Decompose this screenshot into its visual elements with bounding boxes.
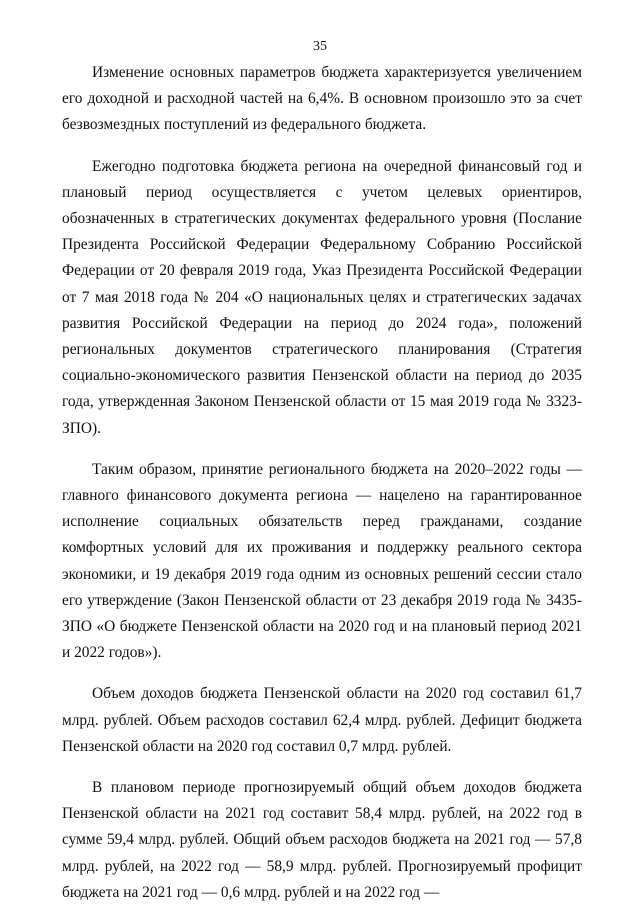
document-body — [62, 60, 582, 921]
paragraph-budget-preparation: Ежегодно подготовка бюджета региона на очередной финансовый год и плановый период осуществляется с учетом целевых ориентиров, обозначенных в стратегических документах федерального уровня (Послание Президента Российской Федерации Федеральному Собранию Российской Федерации от 20 февраля 2019 года, Указ Президента Российской Федерации от 7 мая 2018 года № 204 «О национальных целях и стратегических задачах развития Российской Федерации на период до 2024 года», положений региональных документов стратегического планирования (Стратегия социально-экономического развития Пензенской области на период до 2035 года, утвержденная Законом Пензенской области от 15 мая 2019 года № 3323-ЗПО). — [62, 157, 582, 437]
paragraph-planning-period: В плановом периоде прогнозируемый общий объем доходов бюджета Пензенской области на 2021 год составит 58,4 млрд. рублей, на 2022 год в сумме 59,4 млрд. рублей. Общий объем расходов бюджета на 2021 год — 57,8 млрд. рублей, на 2022 год — 58,9 млрд. рублей. Прогнозируемый профицит бюджета на 2021 год — 0,6 млрд. рублей и на 2022 год — — [62, 779, 582, 901]
paragraph-revenue-2020: Объем доходов бюджета Пензенской области на 2020 год составил 61,7 млрд. рублей. Объем расходов составил 62,4 млрд. рублей. Дефицит бюджета Пензенской области на 2020 год составил 0,7 млрд. рублей. — [62, 685, 582, 755]
paragraph-budget-adoption: Таким образом, принятие регионального бюджета на 2020–2022 годы — главного финансового документа региона — нацелено на гарантированное исполнение социальных обязательств перед гражданами, создание комфортных условий для их проживания и поддержку реального сектора экономики, и 19 декабря 2019 года одним из основных решений сессии стало его утверждение (Закон Пензенской области от 23 декабря 2019 года № 3435-ЗПО «О бюджете Пензенской области на 2020 год и на плановый период 2021 и 2022 годов»). — [62, 460, 582, 662]
page-number: 35 — [313, 39, 327, 54]
paragraph-budget-change: Изменение основных параметров бюджета характеризуется увеличением его доходной и расходной частей на 6,4%. В основном произошло это за счет безвозмездных поступлений из федерального бюджета. — [62, 64, 582, 134]
